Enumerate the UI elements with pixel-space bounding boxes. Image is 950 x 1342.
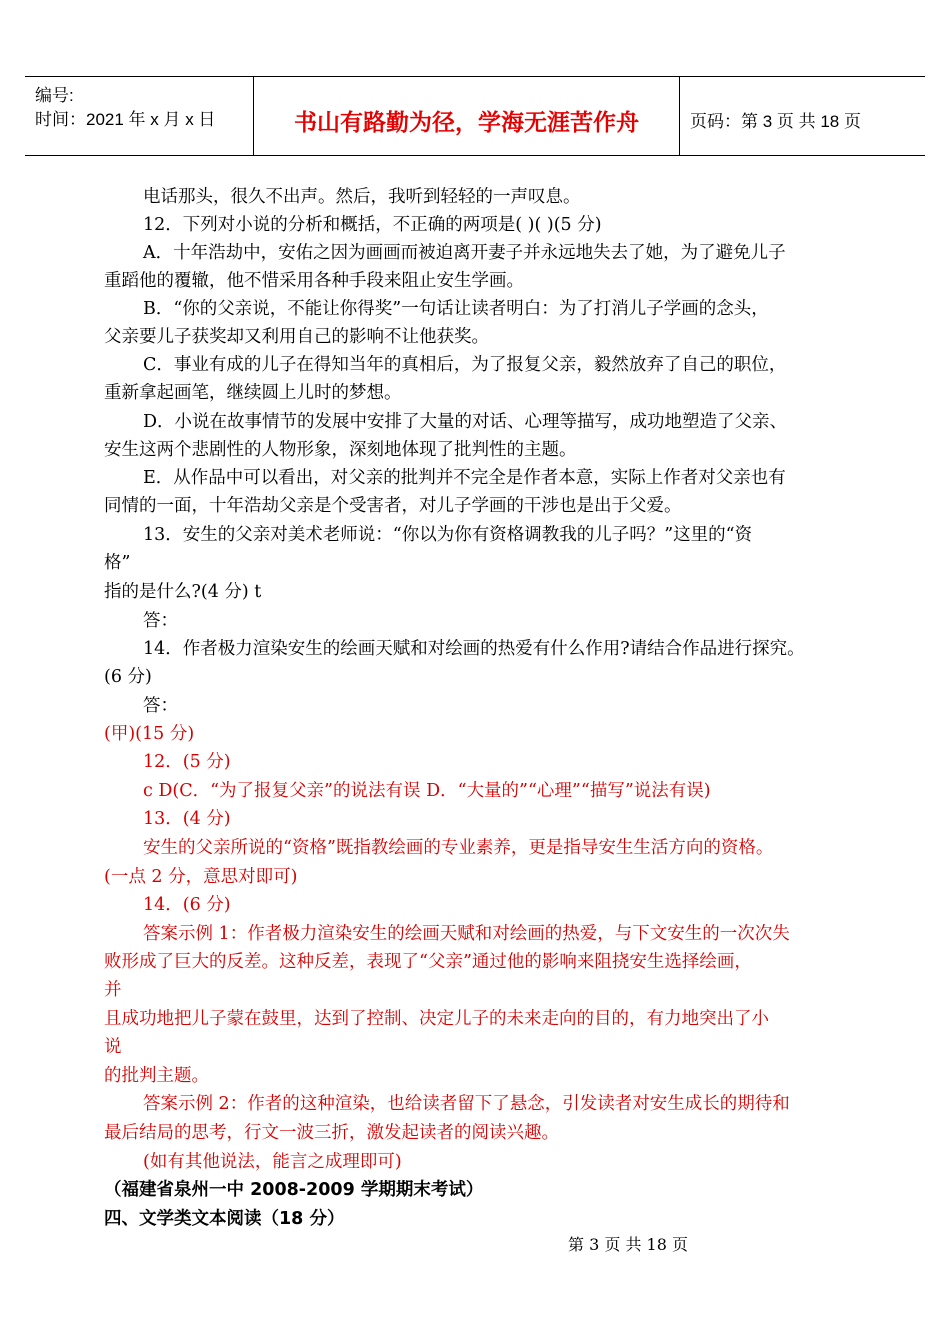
answer-14-example-1-cont: 说	[104, 1037, 122, 1057]
answer-14-example-1-cont: 且成功地把儿子蒙在鼓里，达到了控制、决定儿子的未来走向的目的，有力地突出了小	[104, 1009, 769, 1029]
serial-number-label: 编号:	[35, 86, 74, 105]
time-label: 时间：2021 年 x 月 x 日	[35, 110, 216, 129]
page-header	[25, 76, 925, 156]
header-meta-cell	[25, 77, 254, 155]
answer-14-example-2: 答案示例 2：作者的这种渲染，也给读者留下了悬念，引发读者对安生成长的期待和	[143, 1094, 790, 1114]
answer-13-header: 13．(4 分)	[143, 809, 231, 829]
option-c: C．事业有成的儿子在得知当年的真相后，为了报复父亲，毅然放弃了自己的职位，	[143, 355, 787, 375]
option-d-cont: 安生这两个悲剧性的人物形象，深刻地体现了批判性的主题。	[104, 440, 577, 460]
question-14-cont: (6 分)	[104, 667, 152, 687]
answer-13-note: (一点 2 分，意思对即可)	[104, 867, 298, 887]
answer-14-example-2-cont: 最后结局的思考，行文一波三折，激发起读者的阅读兴趣。	[104, 1123, 559, 1143]
option-c-cont: 重新拿起画笔，继续圆上儿时的梦想。	[104, 383, 402, 403]
answer-14-example-1-cont: 败形成了巨大的反差。这种反差，表现了“父亲”通过他的影响来阻挠安生选择绘画，	[104, 952, 752, 972]
section-heading: 四、文学类文本阅读（18 分）	[104, 1209, 345, 1229]
answer-14-example-1: 答案示例 1：作者极力渲染安生的绘画天赋和对绘画的热爱，与下文安生的一次次失	[143, 924, 790, 944]
answer-14-example-1-cont: 的批判主题。	[104, 1066, 209, 1086]
option-a: A．十年浩劫中，安佑之因为画画而被迫离开妻子并永远地失去了她，为了避免儿子	[143, 243, 786, 263]
answer-14-header: 14．(6 分)	[143, 895, 231, 915]
question-13-cont: 格”	[104, 553, 131, 573]
source-note: （福建省泉州一中 2008-2009 学期期末考试）	[104, 1180, 484, 1200]
answer-12-header: 12．(5 分)	[143, 752, 231, 772]
header-page-cell	[680, 77, 925, 155]
header-motto-cell	[254, 77, 680, 155]
motto: 书山有路勤为径，学海无涯苦作舟	[294, 110, 639, 136]
answer-section-title: (甲)(15 分)	[104, 724, 195, 744]
option-b: B．“你的父亲说，不能让你得奖”一句话让读者明白：为了打消儿子学画的念头，	[143, 299, 769, 319]
question-13: 13．安生的父亲对美术老师说：“你以为你有资格调教我的儿子吗？”这里的“资	[143, 525, 753, 545]
page-number-label: 页码：第 3 页 共 18 页	[690, 112, 861, 131]
option-e-cont: 同情的一面，十年浩劫父亲是个受害者，对儿子学画的干涉也是出于父爱。	[104, 496, 682, 516]
answer-14-note: (如有其他说法，能言之成理即可)	[143, 1152, 402, 1172]
answer-12: c D(C．“为了报复父亲”的说法有误 D．“大量的”“心理”“描写”说法有误)	[143, 781, 711, 801]
question-14: 14．作者极力渲染安生的绘画天赋和对绘画的热爱有什么作用?请结合作品进行探究。	[143, 639, 805, 659]
answer-13: 安生的父亲所说的“资格”既指教绘画的专业素养，更是指导安生生活方向的资格。	[143, 838, 774, 858]
text-line: 电话那头，很久不出声。然后，我听到轻轻的一声叹息。	[143, 187, 581, 207]
option-d: D．小说在故事情节的发展中安排了大量的对话、心理等描写，成功地塑造了父亲、	[143, 412, 788, 432]
answer-14-example-1-cont: 并	[104, 980, 122, 1000]
question-12: 12．下列对小说的分析和概括，不正确的两项是( )( )(5 分)	[143, 215, 602, 235]
option-a-cont: 重蹈他的覆辙，他不惜采用各种手段来阻止安生学画。	[104, 271, 524, 291]
question-13-cont2: 指的是什么?(4 分) t	[104, 582, 262, 602]
answer-label: 答：	[143, 696, 178, 716]
page-footer: 第 3 页 共 18 页	[568, 1235, 688, 1254]
option-e: E．从作品中可以看出，对父亲的批判并不完全是作者本意，实际上作者对父亲也有	[143, 468, 786, 488]
option-b-cont: 父亲要儿子获奖却又利用自己的影响不让他获奖。	[104, 327, 489, 347]
answer-label: 答：	[143, 611, 178, 631]
